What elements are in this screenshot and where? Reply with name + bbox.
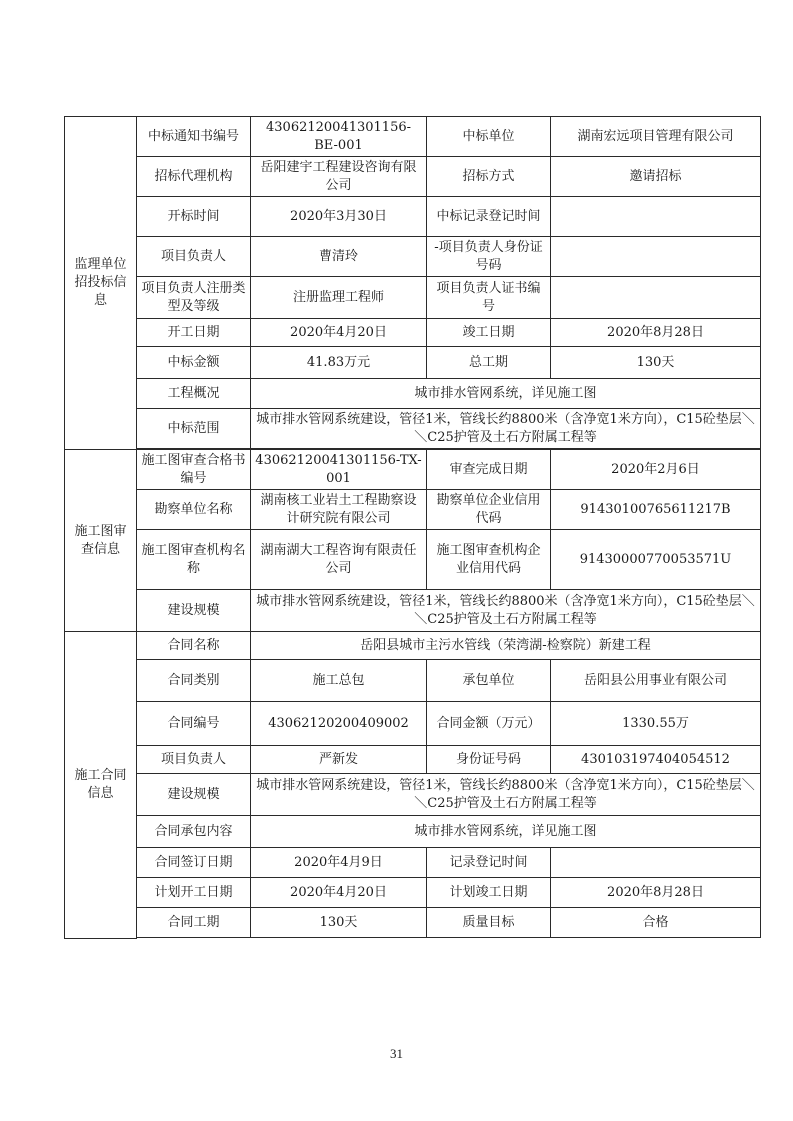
- contractor-value: 岳阳县公用事业有限公司: [551, 660, 761, 702]
- sign-date-label: 合同签订日期: [137, 848, 251, 878]
- amount-value: 41.83万元: [251, 347, 427, 379]
- section-bidding: 监理单位招投标信息: [65, 117, 137, 450]
- review-org-code-label: 施工图审查机构企业信用代码: [427, 530, 551, 590]
- review-org-value: 湖南湖大工程咨询有限责任公司: [251, 530, 427, 590]
- section-review: 施工图审查信息: [65, 450, 137, 632]
- open-time-value: 2020年3月30日: [251, 197, 427, 237]
- cert-no-label: 项目负责人证书编号: [427, 277, 551, 319]
- survey-label: 勘察单位名称: [137, 490, 251, 530]
- contract-type-value: 施工总包: [251, 660, 427, 702]
- plan-end-value: 2020年8月28日: [551, 878, 761, 908]
- review-done-value: 2020年2月6日: [551, 450, 761, 490]
- plan-end-label: 计划竣工日期: [427, 878, 551, 908]
- cert-no-value: [551, 277, 761, 319]
- review-scale-label: 建设规模: [137, 590, 251, 632]
- manager-label: 项目负责人: [137, 237, 251, 277]
- record-time-label: 中标记录登记时间: [427, 197, 551, 237]
- review-cert-value: 43062120041301156-TX-001: [251, 450, 427, 490]
- contract-no-label: 合同编号: [137, 702, 251, 746]
- contractor-label: 承包单位: [427, 660, 551, 702]
- scope-value: 城市排水管网系统建设，管径1米，管线长约8800米（含净宽1米方向），C15砼垫层＼＼C25护管及土石方附属工程等: [251, 409, 761, 449]
- duration-value: 130天: [551, 347, 761, 379]
- reg-type-value: 注册监理工程师: [251, 277, 427, 319]
- contract-duration-label: 合同工期: [137, 908, 251, 938]
- record-date-value: [551, 848, 761, 878]
- contract-duration-value: 130天: [251, 908, 427, 938]
- page-number: 31: [390, 1046, 403, 1061]
- contract-name-value: 岳阳县城市主污水管线（荣湾湖-检察院）新建工程: [251, 632, 761, 660]
- notice-no-value: 43062120041301156-BE-001: [251, 117, 427, 157]
- record-date-label: 记录登记时间: [427, 848, 551, 878]
- review-org-label: 施工图审查机构名称: [137, 530, 251, 590]
- overview-label: 工程概况: [137, 379, 251, 409]
- reg-type-label: 项目负责人注册类型及等级: [137, 277, 251, 319]
- method-value: 邀请招标: [551, 157, 761, 197]
- section-contract: 施工合同信息: [65, 632, 137, 939]
- plan-start-label: 计划开工日期: [137, 878, 251, 908]
- contract-type-label: 合同类别: [137, 660, 251, 702]
- scope-label: 中标范围: [137, 409, 251, 449]
- duration-label: 总工期: [427, 347, 551, 379]
- amount-label: 中标金额: [137, 347, 251, 379]
- winner-value: 湖南宏远项目管理有限公司: [551, 117, 761, 157]
- agency-label: 招标代理机构: [137, 157, 251, 197]
- review-done-label: 审查完成日期: [427, 450, 551, 490]
- open-time-label: 开标时间: [137, 197, 251, 237]
- winner-label: 中标单位: [427, 117, 551, 157]
- quality-label: 质量目标: [427, 908, 551, 938]
- contract-content-value: 城市排水管网系统，详见施工图: [251, 816, 761, 848]
- start-value: 2020年4月20日: [251, 319, 427, 347]
- quality-value: 合格: [551, 908, 761, 938]
- contract-no-value: 43062120200409002: [251, 702, 427, 746]
- contract-amount-label: 合同金额（万元）: [427, 702, 551, 746]
- method-label: 招标方式: [427, 157, 551, 197]
- end-value: 2020年8月28日: [551, 319, 761, 347]
- contract-name-label: 合同名称: [137, 632, 251, 660]
- contract-content-label: 合同承包内容: [137, 816, 251, 848]
- contract-manager-value: 严新发: [251, 746, 427, 774]
- manager-id-value: [551, 237, 761, 277]
- contract-id-value: 430103197404054512: [551, 746, 761, 774]
- survey-code-value: 91430100765611217B: [551, 490, 761, 530]
- record-time-value: [551, 197, 761, 237]
- plan-start-value: 2020年4月20日: [251, 878, 427, 908]
- survey-value: 湖南核工业岩土工程勘察设计研究院有限公司: [251, 490, 427, 530]
- info-table: [64, 116, 761, 939]
- contract-scale-label: 建设规模: [137, 774, 251, 816]
- end-label: 竣工日期: [427, 319, 551, 347]
- sign-date-value: 2020年4月9日: [251, 848, 427, 878]
- overview-value: 城市排水管网系统，详见施工图: [251, 379, 761, 409]
- contract-amount-value: 1330.55万: [551, 702, 761, 746]
- survey-code-label: 勘察单位企业信用代码: [427, 490, 551, 530]
- agency-value: 岳阳建宇工程建设咨询有限公司: [251, 157, 427, 197]
- start-label: 开工日期: [137, 319, 251, 347]
- manager-value: 曹清玲: [251, 237, 427, 277]
- contract-id-label: 身份证号码: [427, 746, 551, 774]
- contract-scale-value: 城市排水管网系统建设，管径1米，管线长约8800米（含净宽1米方向），C15砼垫层＼＼C25护管及土石方附属工程等: [251, 774, 761, 816]
- review-org-code-value: 91430000770053571U: [551, 530, 761, 590]
- review-scale-value: 城市排水管网系统建设，管径1米，管线长约8800米（含净宽1米方向），C15砼垫层＼＼C25护管及土石方附属工程等: [251, 590, 761, 632]
- review-cert-label: 施工图审查合格书编号: [137, 450, 251, 490]
- manager-id-label: -项目负责人身份证号码: [427, 237, 551, 277]
- contract-manager-label: 项目负责人: [137, 746, 251, 774]
- notice-no-label: 中标通知书编号: [137, 117, 251, 157]
